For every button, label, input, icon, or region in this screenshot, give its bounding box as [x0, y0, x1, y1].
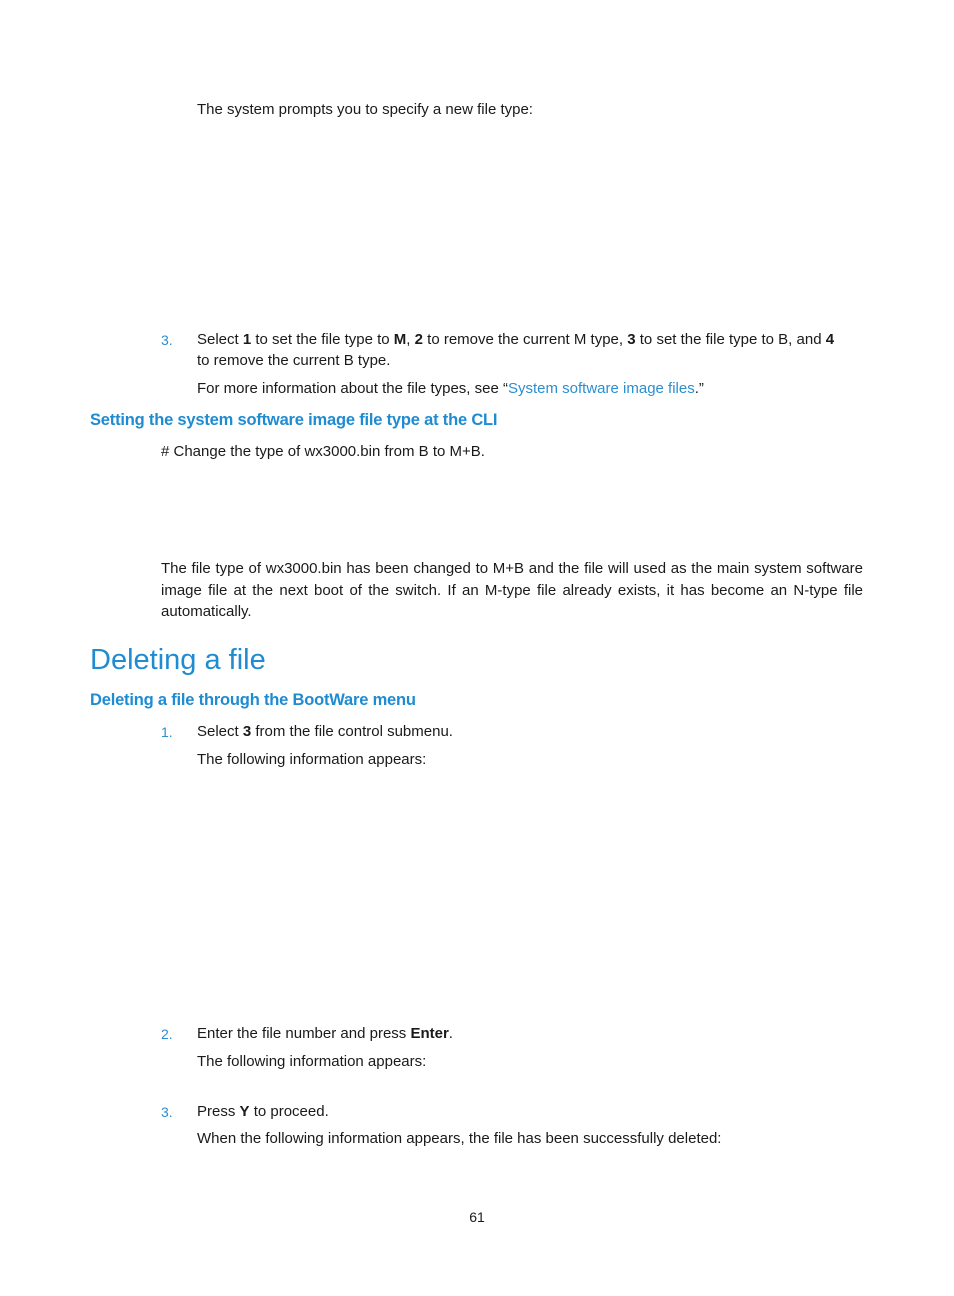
step-number: 2. [161, 1026, 173, 1042]
text-fragment: from the file control submenu. [251, 723, 453, 740]
text-fragment: For more information about the file types, see “ [197, 380, 508, 397]
text-fragment: Select [197, 723, 243, 740]
page-number: 61 [469, 1209, 485, 1225]
step-text [197, 332, 834, 347]
step-info: The following information appears: [197, 751, 427, 768]
cli-section-heading: Setting the system software image file type at the CLI [90, 411, 498, 429]
step-number: 1. [161, 724, 173, 740]
system-software-image-files-link[interactable]: System software image files [507, 380, 695, 397]
text-fragment: to set the file type to B, and [635, 331, 826, 348]
text-fragment: to set the file type to [251, 331, 394, 348]
bootware-subheading: Deleting a file through the BootWare menu [90, 691, 416, 709]
step-info [197, 381, 704, 396]
cli-comment: # Change the type of wx3000.bin from B to M+B. [161, 443, 485, 460]
bold-value: 2 [414, 331, 423, 348]
text-fragment: Enter the file number and press [197, 1025, 411, 1042]
paragraph-line: automatically. [161, 603, 252, 620]
section-title: Deleting a file [90, 644, 266, 676]
prompt-text: The system prompts you to specify a new file type: [197, 101, 533, 118]
paragraph-line: image file at the next boot of the switch. If an M-type file already exists, it has become an N-type file [161, 581, 863, 599]
text-fragment: .” [694, 380, 704, 397]
bold-value: Y [239, 1103, 250, 1120]
bold-value: 3 [627, 331, 636, 348]
text-fragment: , [406, 331, 415, 348]
text-fragment: Select [197, 331, 243, 348]
text-fragment: Press [197, 1103, 240, 1120]
paragraph-line: The file type of wx3000.bin has been changed to M+B and the file will used as the main system software [161, 560, 863, 577]
step-number: 3. [161, 1104, 173, 1120]
step-info: The following information appears: [197, 1053, 427, 1070]
bold-value: M [393, 331, 407, 348]
cli-result-paragraph [161, 558, 863, 623]
step-text [197, 1026, 453, 1041]
step-text [197, 724, 453, 739]
step-text [197, 1104, 329, 1119]
bold-value: 1 [242, 331, 252, 348]
text-fragment: to proceed. [249, 1103, 329, 1120]
text-fragment: to remove the current M type, [422, 331, 628, 348]
bold-value: Enter [410, 1025, 449, 1042]
step-text-continued: to remove the current B type. [197, 352, 391, 369]
step-info: When the following information appears, the file has been successfully deleted: [197, 1130, 722, 1147]
text-fragment: . [448, 1025, 453, 1042]
bold-value: 4 [825, 331, 835, 348]
bold-value: 3 [242, 723, 252, 740]
step-number: 3. [161, 332, 173, 348]
